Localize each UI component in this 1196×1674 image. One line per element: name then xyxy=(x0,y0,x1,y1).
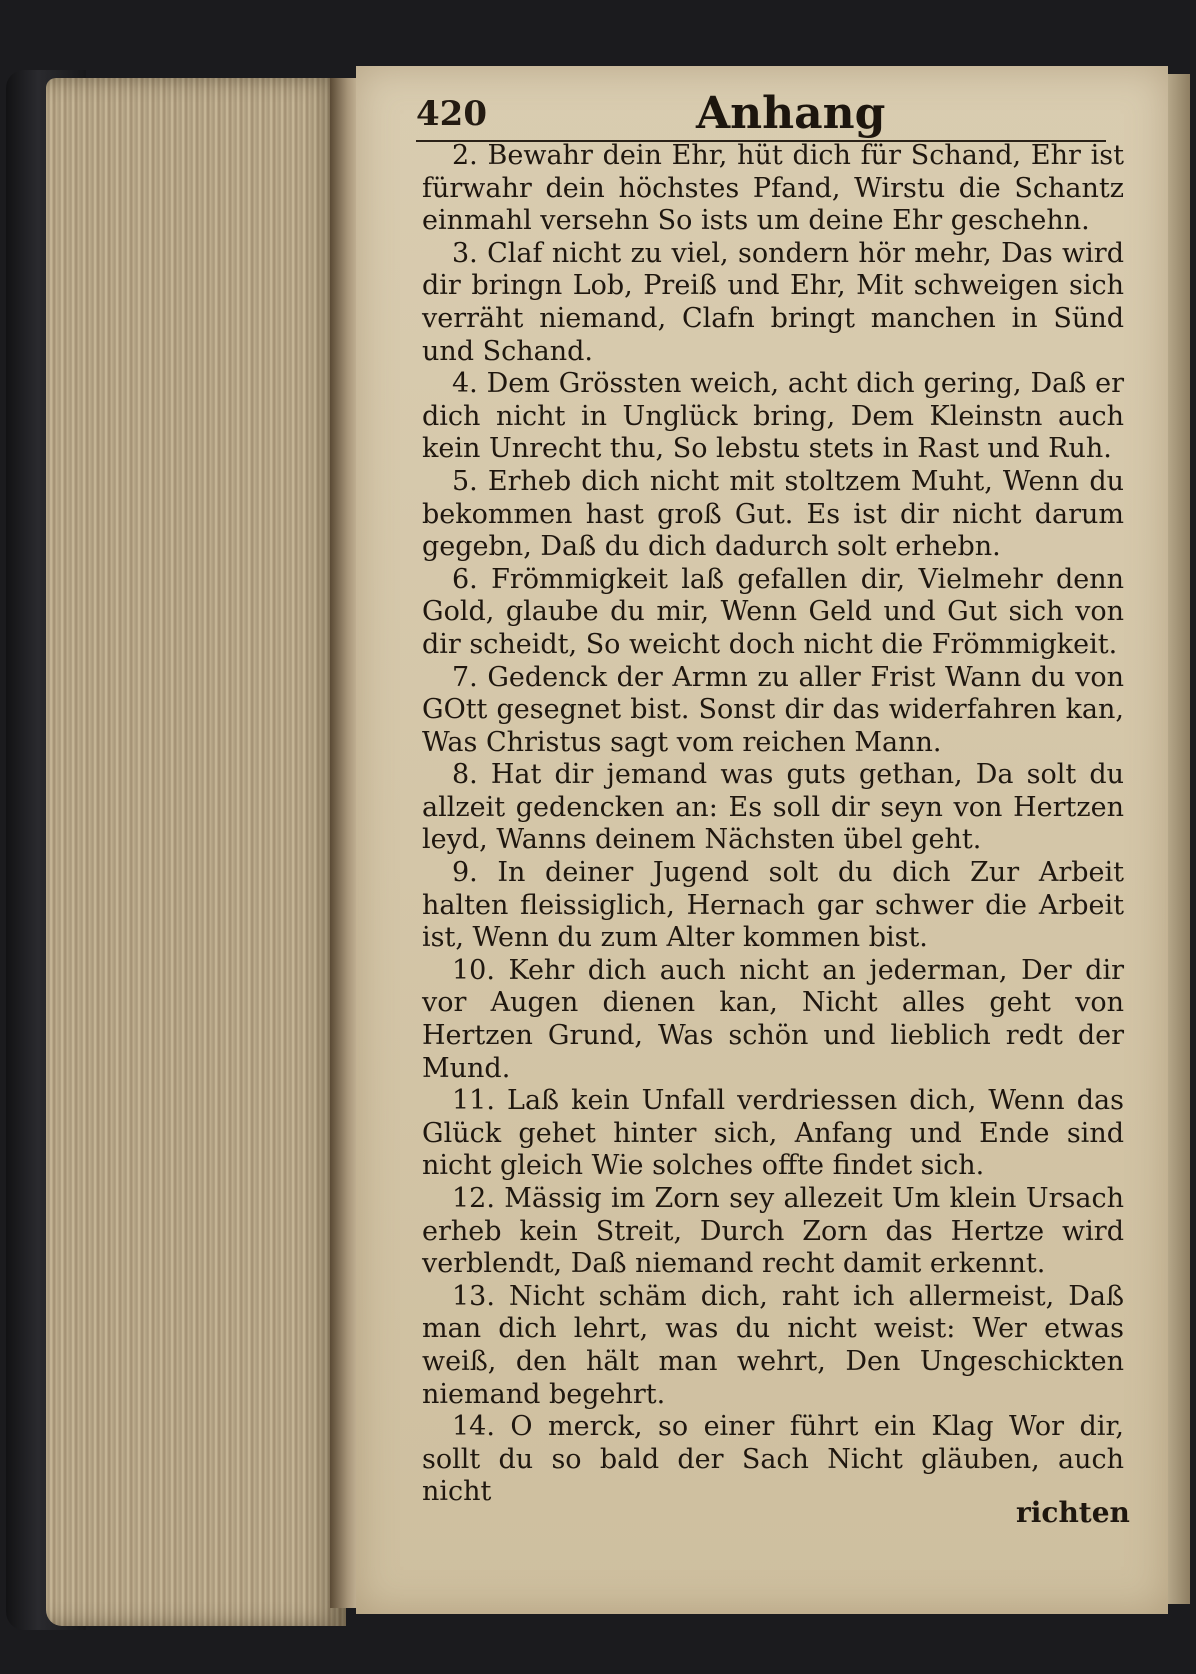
verse-10: 10. Kehr dich auch nicht an jederman, Der dir vor Augen dienen kan, Nicht alles geht von Hertzen Grund, Was schön und lieblich redt der Mund. xyxy=(422,954,1124,1084)
verse-3: 3. Claf nicht zu viel, sondern hör mehr, Das wird dir bringn Lob, Preiß und Ehr, Mit schweigen sich verräht niemand, Clafn bringt manchen in Sünd und Schand. xyxy=(422,237,1124,367)
verse-11: 11. Laß kein Unfall verdriessen dich, Wenn das Glück gehet hinter sich, Anfang und Ende sind nicht gleich Wie solches offte findet sich. xyxy=(422,1085,1124,1182)
verse-14: 14. O merck, so einer führt ein Klag Wor dir, sollt du so bald der Sach Nicht gläuben, auch nicht xyxy=(422,1411,1124,1508)
verse-7: 7. Gedenck der Armn zu aller Frist Wann du von GOtt gesegnet bist. Sonst dir das widerfahren kan, Was Christus sagt vom reichen Mann. xyxy=(422,661,1124,758)
verse-12: 12. Mässig im Zorn sey allezeit Um klein Ursach erheb kein Streit, Durch Zorn das Hertze wird verblendt, Daß niemand recht damit erkennt. xyxy=(422,1183,1124,1280)
book-page xyxy=(356,66,1168,1614)
verse-8: 8. Hat dir jemand was guts gethan, Da solt du allzeit gedencken an: Es soll dir seyn von Hertzen leyd, Wanns deinem Nächsten übel geht. xyxy=(422,759,1124,856)
page-edges-left xyxy=(46,78,346,1626)
catchword: richten xyxy=(1016,1496,1130,1529)
verse-4: 4. Dem Grössten weich, acht dich gering, Daß er dich nicht in Unglück bring, Dem Kleinstn auch kein Unrecht thu, So lebstu stets in Rast und Ruh. xyxy=(422,368,1124,465)
running-head: Anhang xyxy=(696,88,886,139)
page-text xyxy=(422,140,1124,1509)
page-header xyxy=(416,88,1106,142)
verse-5: 5. Erheb dich nicht mit stoltzem Muht, Wenn du bekommen hast groß Gut. Es ist dir nicht darum gegebn, Daß du dich dadurch solt erhebn. xyxy=(422,465,1124,563)
verse-13: 13. Nicht schäm dich, raht ich allermeist, Daß man dich lehrt, was du nicht weist: Wer etwas weiß, den hält man wehrt, Den Ungeschickten niemand begehrt. xyxy=(422,1280,1124,1410)
verse-2: 2. Bewahr dein Ehr, hüt dich für Schand, Ehr ist fürwahr dein höchstes Pfand, Wirstu die Schantz einmahl versehn So ists um deine Ehr geschehn. xyxy=(422,140,1124,237)
verse-6: 6. Frömmigkeit laß gefallen dir, Vielmehr denn Gold, glaube du mir, Wenn Geld und Gut sich von dir scheidt, So weicht doch nicht die Frömmigkeit. xyxy=(422,563,1124,660)
page-number: 420 xyxy=(416,94,487,134)
verse-9: 9. In deiner Jugend solt du dich Zur Arbeit halten fleissiglich, Hernach gar schwer die Arbeit ist, Wenn du zum Alter kommen bist. xyxy=(422,857,1124,954)
